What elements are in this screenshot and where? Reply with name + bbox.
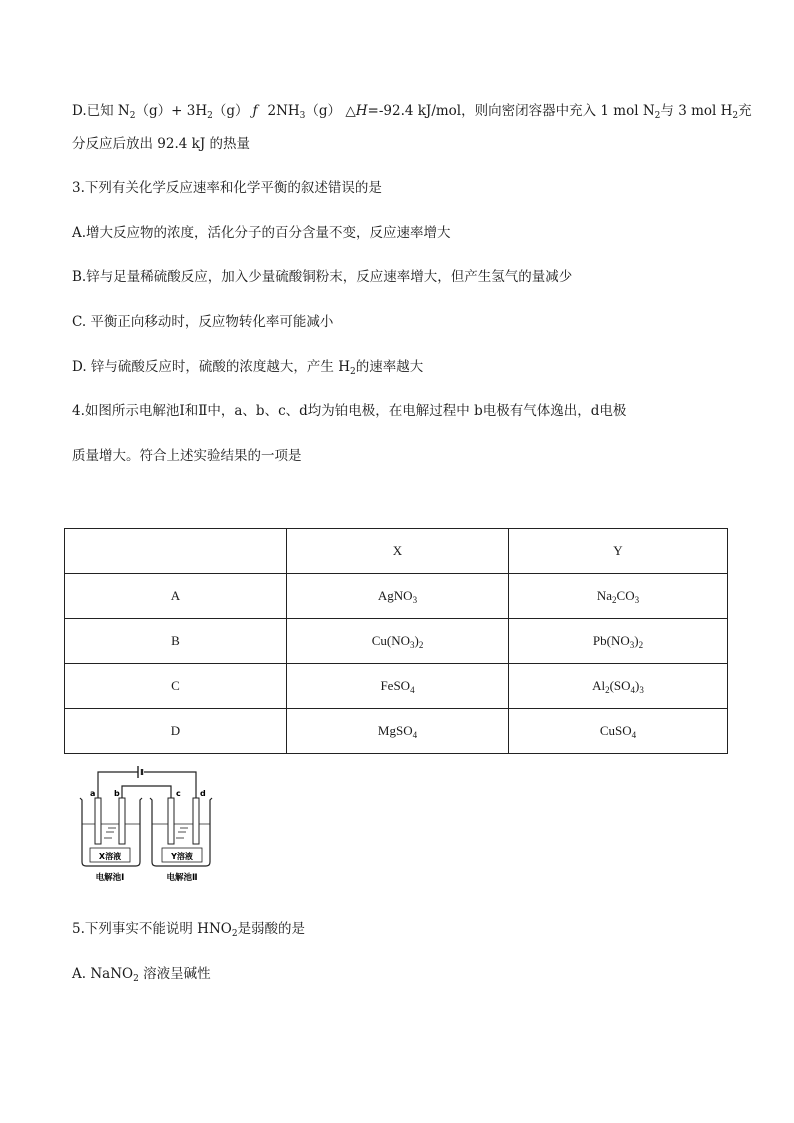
cell-2-caption: 电解池Ⅱ <box>166 873 198 883</box>
table-row <box>65 664 728 709</box>
table-header-cell: X <box>287 529 509 574</box>
table-row <box>65 709 728 754</box>
equilibrium-arrow: ƒ <box>252 103 258 119</box>
table-header-cell: Y <box>509 529 728 574</box>
x-solution-cell: AgNO$_3$ <box>287 574 509 619</box>
x-solution-cell: $Cu(NO_3)_2$ <box>287 619 509 664</box>
q2-option-d-line1: D.已知 $N_2(g)+ 3H_2(g)$ ƒ $2NH_3(g)$ △H=-92.4 kJ/mol，则向密闭容器中充入 1 mol $N_2$与 3 mol $H_2$充 <box>72 103 752 121</box>
electrode-c <box>168 798 174 844</box>
y-solution-cell: $Na_2CO_3$ <box>509 574 728 619</box>
q2-option-d-line2: 分反应后放出 92.4 kJ 的热量 <box>72 136 251 152</box>
q3-option-c: C. 平衡正向移动时，反应物转化率可能减小 <box>72 314 334 330</box>
electrode-d <box>193 798 199 844</box>
q3-stem: 3.下列有关化学反应速率和化学平衡的叙述错误的是 <box>72 180 382 196</box>
q4-stem-line2: 质量增大。符合上述实验结果的一项是 <box>72 448 302 464</box>
battery-icon <box>138 766 142 778</box>
q5-stem: 5.下列事实不能说明 $HNO_2$是弱酸的是 <box>72 921 306 939</box>
q5-option-a: A. NaNO$_2$ 溶液呈碱性 <box>72 966 211 984</box>
q3-option-a: A.增大反应物的浓度，活化分子的百分含量不变，反应速率增大 <box>72 225 451 241</box>
cell-1-caption: 电解池Ⅰ <box>95 873 125 883</box>
electrode-label-a: a <box>90 789 96 798</box>
x-solution-cell: FeSO$_4$ <box>287 664 509 709</box>
q4-stem-line1: 4.如图所示电解池Ⅰ和Ⅱ中，a、b、c、d均为铂电极，在电解过程中 b电极有气体逸出，d电极 <box>72 403 627 419</box>
circuit-wires <box>98 772 196 798</box>
q3-option-d: D. 锌与硫酸反应时，硫酸的浓度越大，产生 $H_2$的速率越大 <box>72 359 424 377</box>
solution-x-label: X溶液 <box>98 852 122 861</box>
option-cell: C <box>65 664 287 709</box>
x-solution-cell: MgSO$_4$ <box>287 709 509 754</box>
enthalpy-value: -92.4 kJ/mol <box>378 103 462 119</box>
electrode-label-b: b <box>114 789 120 798</box>
table-header-row <box>65 529 728 574</box>
y-solution-cell: $Al_2(SO_4)_3$ <box>509 664 728 709</box>
electrode-a <box>95 798 101 844</box>
electrode-label-d: d <box>200 789 206 798</box>
y-solution-cell: $Pb(NO_3)_2$ <box>509 619 728 664</box>
solution-marks-1 <box>104 828 116 838</box>
solution-y-label: Y溶液 <box>171 852 193 861</box>
table-header-cell <box>65 529 287 574</box>
electrolysis-cells-figure <box>76 762 226 886</box>
option-cell: D <box>65 709 287 754</box>
electrode-label-c: c <box>176 789 181 798</box>
q3-option-b: B.锌与足量稀硫酸反应，加入少量硫酸铜粉末，反应速率增大，但产生氢气的量减少 <box>72 269 573 285</box>
electrode-b <box>119 798 125 844</box>
enthalpy-label: △H= <box>345 103 379 119</box>
option-cell: B <box>65 619 287 664</box>
option-cell: A <box>65 574 287 619</box>
table-row <box>65 619 728 664</box>
q4-answer-table <box>64 528 728 754</box>
solution-marks-2 <box>176 828 188 838</box>
y-solution-cell: CuSO$_4$ <box>509 709 728 754</box>
table-row <box>65 574 728 619</box>
